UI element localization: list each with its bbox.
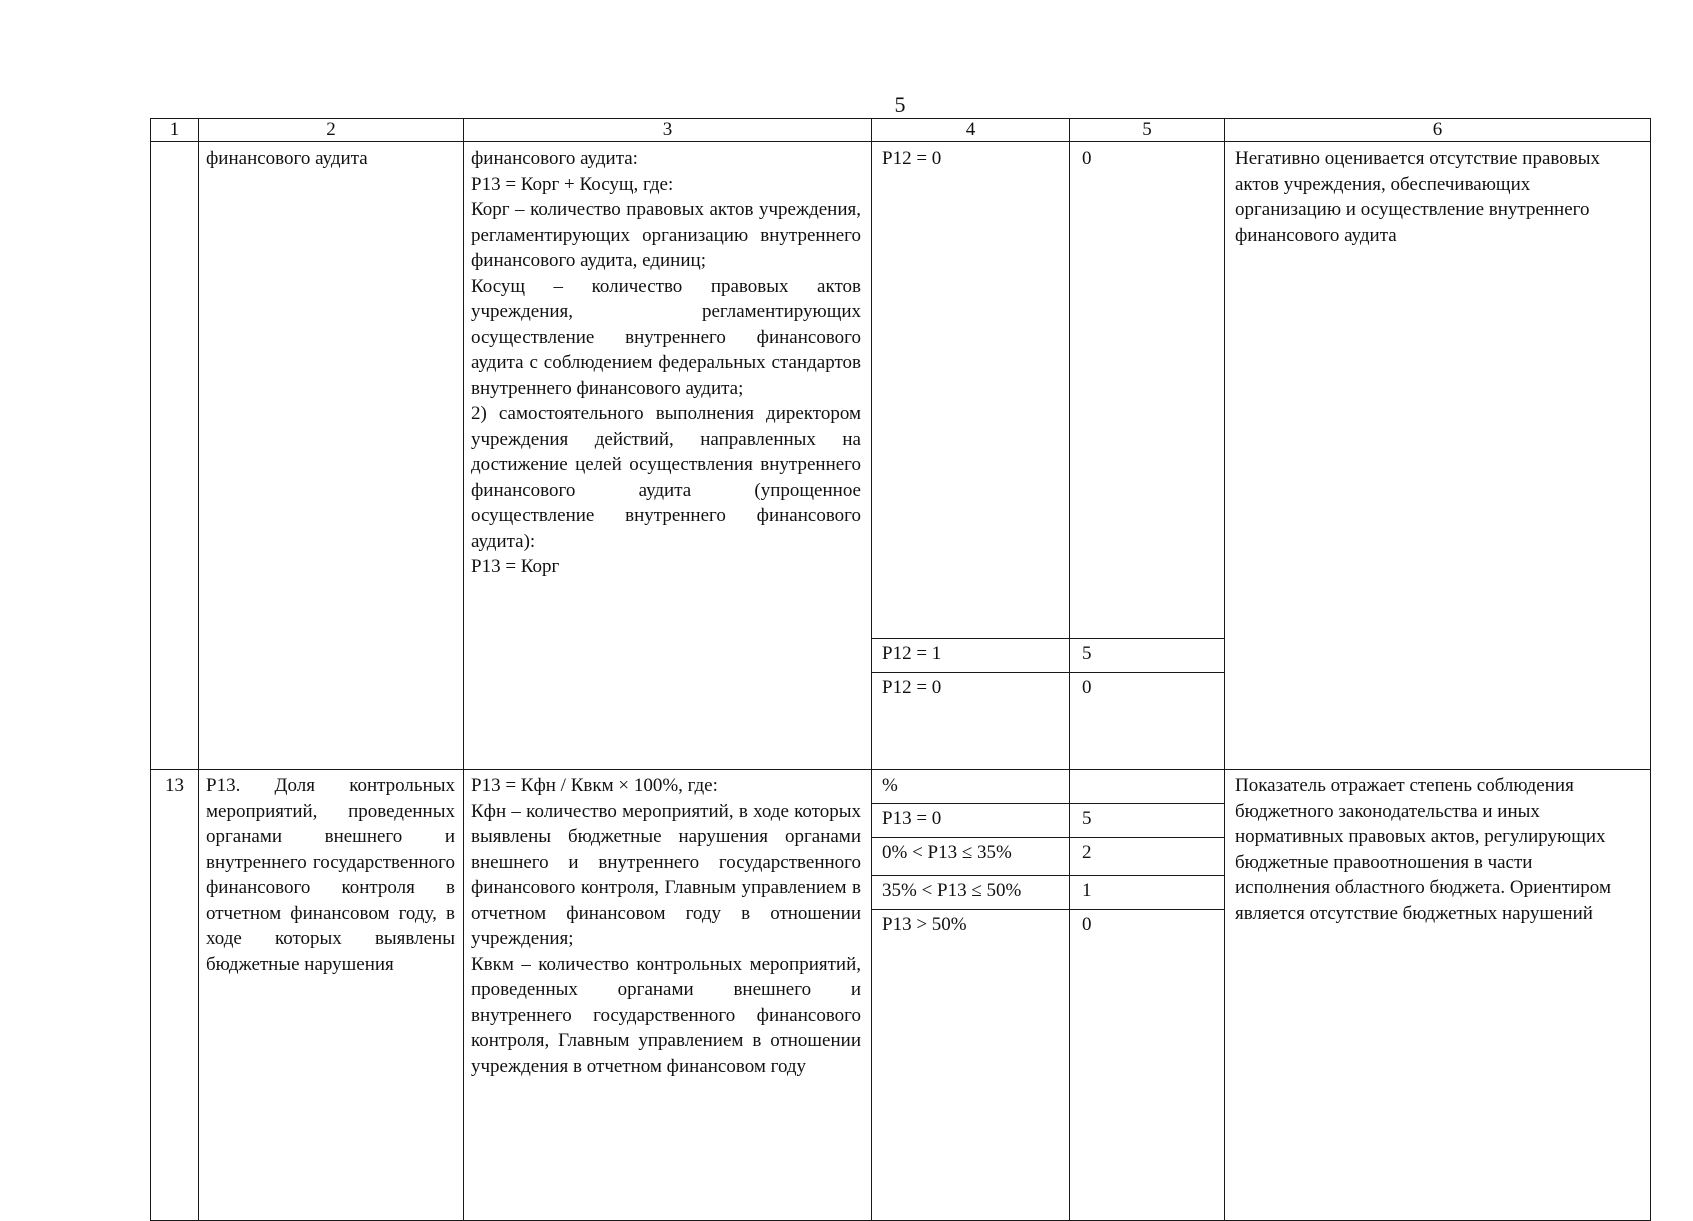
value-score: 2 [1070,838,1225,876]
row-number: 13 [151,770,199,1221]
row-number [151,142,199,770]
value-score: 0 [1070,673,1225,770]
value-score [1070,770,1225,804]
column-header: 2 [199,119,464,142]
table-header-row [151,119,1651,142]
value-condition: P12 = 0 [872,142,1070,639]
indicator-comment: Негативно оценивается отсутствие правовых актов учреждения, обеспечивающих организацию и осуществление внутреннего финансового аудита [1225,142,1651,770]
method-line: P13 = Корг [471,556,560,577]
method-line: Кфн – количество мероприятий, в ходе которых выявлены бюджетные нарушения органами внешнего и внутреннего государственного финансового контроля, Главным управлением в отчетном финансовом году в отношении учреждения; [471,800,861,949]
value-condition: P13 = 0 [872,804,1070,838]
value-score: 5 [1070,639,1225,673]
value-condition: % [872,770,1070,804]
value-score: 0 [1070,142,1225,639]
table-row [151,770,1651,804]
value-condition: 0% < P13 ≤ 35% [872,838,1070,876]
calculation-method [464,142,872,770]
value-score: 0 [1070,910,1225,1221]
page-number: 5 [894,92,906,117]
calculation-method [464,770,872,1221]
method-line: P13 = Корг + Косущ, где: [471,173,674,195]
value-condition: 35% < P13 ≤ 50% [872,876,1070,910]
column-header: 4 [872,119,1070,142]
value-score: 1 [1070,876,1225,910]
indicator-comment: Показатель отражает степень соблюдения бюджетного законодательства и иных нормативных правовых актов, регулирующих бюджетные правоотношения в части исполнения областного бюджета. Ориентиром является отсутствие бюджетных нарушений [1225,770,1651,1221]
value-condition: P12 = 1 [872,639,1070,673]
column-header: 3 [464,119,872,142]
method-line: 2) самостоятельного выполнения директором учреждения действий, направленных на достижение целей осуществления внутреннего финансового аудита (упрощенное осуществление внутреннего финансового аудита): [471,403,861,552]
value-condition: P12 = 0 [872,673,1070,770]
indicator-name: P13. Доля контрольных мероприятий, проведенных органами внешнего и внутреннего государственного финансового контроля в отчетном финансовом году, в ходе которых выявлены бюджетные нарушения [199,770,464,1221]
indicator-name: финансового аудита [199,142,464,770]
method-line: Квкм – количество контрольных мероприятий, проведенных органами внешнего и внутреннего государственного финансового контроля, Главным управлением в отношении учреждения в отчетном финансовом году [471,953,861,1077]
column-header: 6 [1225,119,1651,142]
method-line: Корг – количество правовых актов учреждения, регламентирующих организацию внутреннего финансового аудита, единиц; [471,199,861,271]
value-score: 5 [1070,804,1225,838]
value-condition: P13 > 50% [872,910,1070,1221]
method-line: Косущ – количество правовых актов учреждения, регламентирующих осуществление внутреннего финансового аудита с соблюдением федеральных стандартов внутреннего финансового аудита; [471,275,861,399]
method-line: финансового аудита: [471,148,638,169]
method-line: P13 = Кфн / Квкм × 100%, где: [471,775,718,796]
indicator-table [150,118,1651,1221]
column-header: 1 [151,119,199,142]
table-row [151,142,1651,639]
column-header: 5 [1070,119,1225,142]
